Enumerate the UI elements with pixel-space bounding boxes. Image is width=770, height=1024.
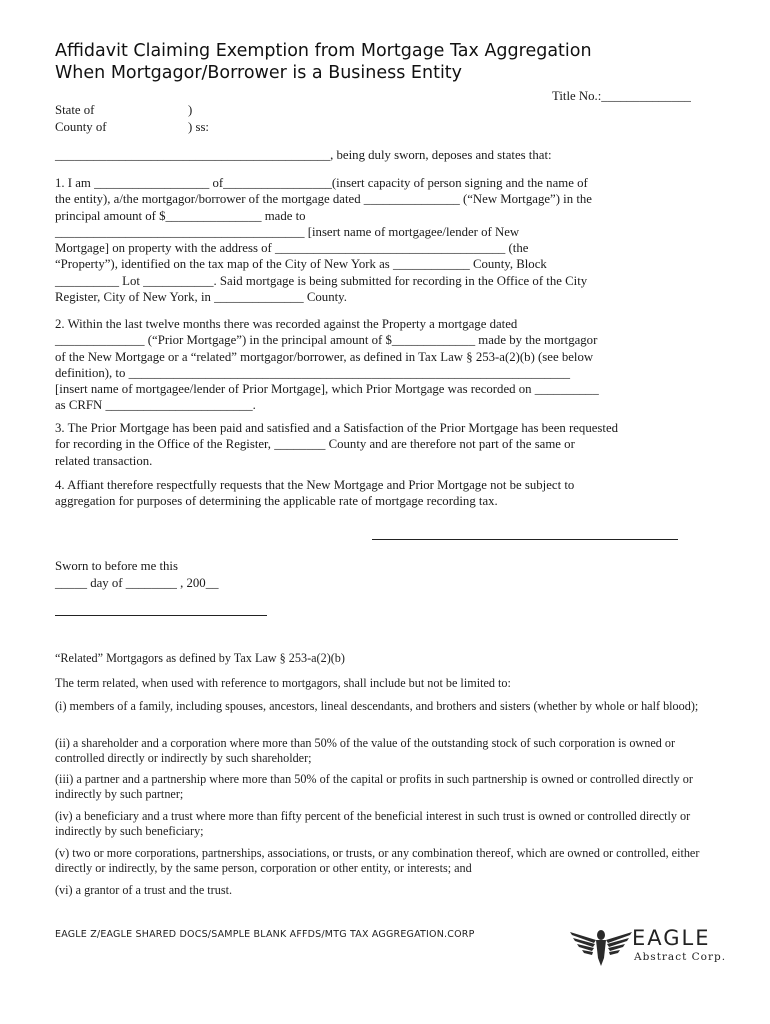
paragraph-line: of the New Mortgage or a “related” mortgagor/borrower, as defined in Tax Law § 253-a(2)(b) (see below xyxy=(55,349,594,364)
paragraph-line: definition), to _____________________________________________________________________ xyxy=(55,365,571,380)
affiant-signature-line xyxy=(372,539,678,540)
related-heading: “Related” Mortgagors as defined by Tax Law § 253-a(2)(b) xyxy=(55,651,345,665)
related-item-text: (i) members of a family, including spouses, ancestors, lineal descendants, and brothers and sisters (whether by whole or half blood); xyxy=(55,699,699,713)
paragraph-4 xyxy=(55,477,720,510)
paragraph-line: for recording in the Office of the Register, ________ County and are therefore not part of the same or xyxy=(55,437,575,452)
venue-ss: ) ss: xyxy=(188,120,209,134)
paragraph-line: [insert name of mortgagee/lender of Prior Mortgage], which Prior Mortgage was recorded on __________ xyxy=(55,382,599,397)
title-line-2: When Mortgagor/Borrower is a Business Entity xyxy=(55,63,463,83)
paragraph-line: the entity), a/the mortgagor/borrower of the mortgage dated _______________ (“New Mortgage”) in the xyxy=(55,192,592,207)
paragraph-line: as CRFN _______________________. xyxy=(55,398,256,413)
logo-wordmark: EAGLE xyxy=(632,926,711,950)
sworn-before-label: Sworn to before me this xyxy=(55,559,178,573)
sworn-intro: ___________________________________________, being duly sworn, deposes and states that: xyxy=(55,148,552,162)
related-item-text: (v) two or more corporations, partnerships, associations, or trusts, or any combination thereof, which are owned or controlled, either directly or indirectly, by the same person, corporation or other entity, or interests; and xyxy=(55,846,700,875)
paragraph-line: “Property”), identified on the tax map of the City of New York as ____________ County, Block xyxy=(55,257,547,272)
paragraph-1 xyxy=(55,175,720,305)
related-item-text: (iv) a beneficiary and a trust where more than fifty percent of the beneficial interest in such trust is owned or controlled directly or indirectly by such beneficiary; xyxy=(55,809,691,838)
footer-file-path: EAGLE Z/EAGLE SHARED DOCS/SAMPLE BLANK AFFDS/MTG TAX AGGREGATION.CORP xyxy=(55,929,475,940)
paragraph-line: __________ Lot ___________. Said mortgage is being submitted for recording in the Office of the City xyxy=(55,273,588,288)
paragraph-line: aggregation for purposes of determining the applicable rate of mortgage recording tax. xyxy=(55,494,498,509)
paragraph-3 xyxy=(55,420,720,469)
related-item xyxy=(55,809,725,839)
paragraph-line: Mortgage] on property with the address of ____________________________________ (the xyxy=(55,241,529,256)
related-item-text: (iii) a partner and a partnership where more than 50% of the capital or profits in such partnership is owned or controlled directly or indirectly by such partner; xyxy=(55,772,693,801)
paragraph-line: 4. Affiant therefore respectfully requests that the New Mortgage and Prior Mortgage not be subject to xyxy=(55,478,575,492)
title-line-1: Affidavit Claiming Exemption from Mortgage Tax Aggregation xyxy=(55,41,592,61)
related-item xyxy=(55,846,725,876)
county-label: County of xyxy=(55,120,107,134)
state-label: State of xyxy=(55,103,95,117)
venue-paren: ) xyxy=(188,103,193,117)
eagle-abstract-logo xyxy=(570,924,727,968)
paragraph-2 xyxy=(55,316,720,414)
related-item-text: (vi) a grantor of a trust and the trust. xyxy=(55,883,233,897)
related-item xyxy=(55,883,725,898)
paragraph-line: 3. The Prior Mortgage has been paid and satisfied and a Satisfaction of the Prior Mortgage has been requested xyxy=(55,421,619,435)
related-item-text: (ii) a shareholder and a corporation where more than 50% of the value of the outstanding stock of such corporation is owned or controlled directly or indirectly by such shareholder; xyxy=(55,736,676,765)
eagle-icon xyxy=(570,924,632,968)
title-number-field: Title No.:______________ xyxy=(552,89,691,103)
document-title xyxy=(55,40,735,84)
paragraph-line: ______________ (“Prior Mortgage”) in the principal amount of $_____________ made by the mortgagor xyxy=(55,333,598,348)
related-item xyxy=(55,736,725,766)
related-intro: The term related, when used with reference to mortgagors, shall include but not be limited to: xyxy=(55,676,511,690)
paragraph-line: principal amount of $_______________ made to xyxy=(55,208,306,223)
paragraph-line: Register, City of New York, in ______________ County. xyxy=(55,290,347,305)
paragraph-line: related transaction. xyxy=(55,453,153,468)
notary-signature-line xyxy=(55,615,267,616)
related-item xyxy=(55,772,725,802)
logo-subtitle: Abstract Corp. xyxy=(634,951,727,963)
paragraph-line: 1. I am __________________ of_________________(insert capacity of person signing and the name of xyxy=(55,176,588,190)
paragraph-line: 2. Within the last twelve months there was recorded against the Property a mortgage dated xyxy=(55,317,518,331)
day-of-line: _____ day of ________ , 200__ xyxy=(55,576,219,590)
related-item xyxy=(55,699,725,714)
paragraph-line: _______________________________________ [insert name of mortgagee/lender of New xyxy=(55,224,520,239)
